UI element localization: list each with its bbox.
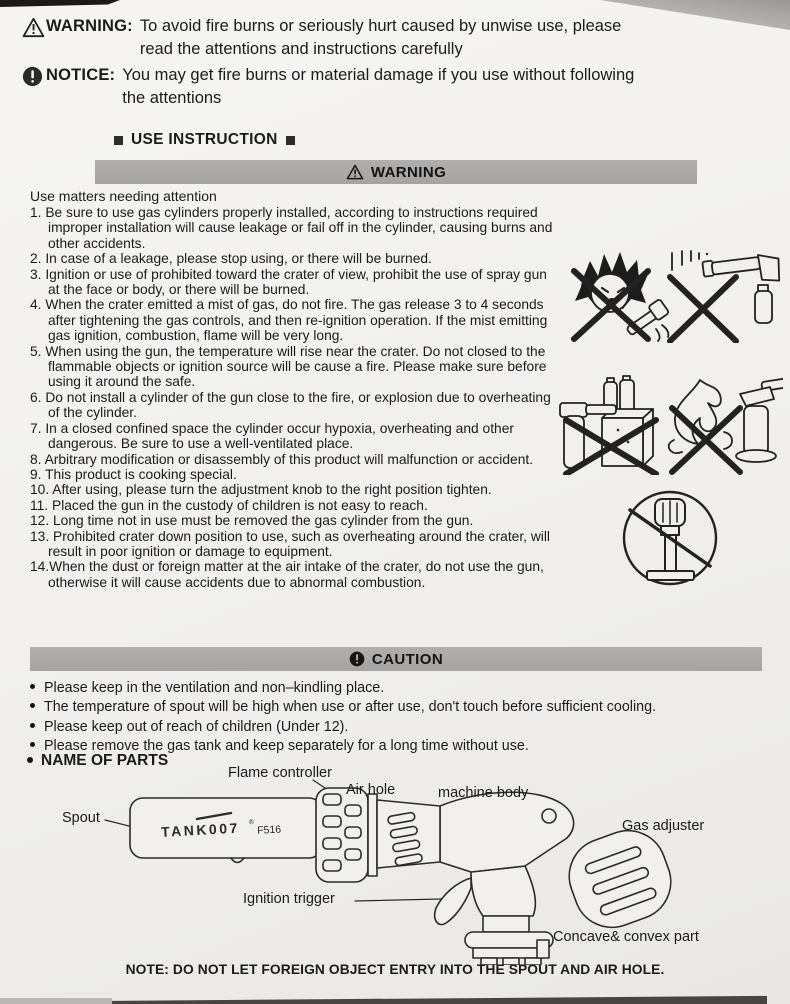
- no-ignition-on-gas-mist-icon: [658, 243, 783, 343]
- part-label-machine-body: machine body: [438, 785, 529, 801]
- warning-text: [140, 15, 774, 61]
- warning-triangle-icon: [346, 164, 364, 180]
- warning-list-item: 5. When using the gun, the temperature will rise near the crater. Do not closed to the flammable objects or ignition source will be cause a fire. Please make sure before using it around the safe.: [30, 343, 547, 390]
- part-label-flame-controller: Flame controller: [228, 765, 332, 781]
- warning-list-item: 12. Long time not in use must be removed the gas cylinder from the gun.: [30, 513, 474, 529]
- caution-list-item: Please keep out of reach of children (Under 12).: [30, 718, 765, 737]
- no-crater-down-use-icon: [615, 483, 725, 593]
- warning-list: [30, 205, 556, 590]
- brand-registered-mark: ®: [248, 818, 255, 827]
- bottom-note: NOTE: DO NOT LET FOREIGN OBJECT ENTRY INTO THE SPOUT AND AIR HOLE.: [125, 962, 665, 977]
- warning-list-item: 7. In a closed confined space the cylinder occur hypoxia, overheating and other dangerous. Be sure to use a well-ventilated place.: [30, 420, 514, 452]
- warning-list-item: 13. Prohibited crater down position to use, such as overheating around the crater, will result in poor ignition or damage to equipment.: [30, 528, 550, 559]
- notice-text-line1: You may get fire burns or material damage if you use without following: [122, 66, 635, 84]
- part-label-concave-convex: Concave& convex part: [553, 929, 699, 945]
- warning-row: [22, 15, 774, 61]
- part-label-ignition-trigger: Ignition trigger: [243, 891, 335, 907]
- notice-row: [22, 64, 774, 110]
- caution-list: [30, 679, 765, 756]
- warning-list-item: 2. In case of a leakage, please stop using, or there will be burned.: [30, 251, 432, 267]
- warning-triangle-icon: [22, 15, 46, 45]
- warning-text-line2: read the attentions and instructions carefully: [139, 40, 463, 58]
- warning-list-item: 6. Do not install a cylinder of the gun close to the fire, or explosion due to overheating of the cylinder.: [30, 389, 551, 421]
- use-instruction-title: [114, 131, 295, 149]
- caution-bar-label: CAUTION: [371, 650, 444, 668]
- square-bullet-icon: [286, 136, 295, 145]
- caution-list-item: Please remove the gas tank and keep separately for a long time without use.: [30, 737, 765, 756]
- torch-parts-diagram: [25, 765, 765, 965]
- warning-bar-label: WARNING: [370, 163, 447, 181]
- notice-text: [122, 64, 774, 110]
- warning-list-item: 1. Be sure to use gas cylinders properly installed, according to instructions required improper installation will cause leakage or fail off in the cylinder, causing burns and other accidents.: [30, 205, 553, 251]
- warning-list-item: 8. Arbitrary modification or disassembly of this product will malfunction or accident.: [30, 451, 534, 467]
- caution-section-bar: [30, 647, 762, 671]
- warning-label: WARNING:: [46, 17, 133, 35]
- brand-text: TANK007: [160, 819, 241, 840]
- warning-section-bar: [95, 160, 697, 184]
- notice-text-line2: the attentions: [122, 89, 222, 107]
- photo-edge-bottom-left: [0, 998, 112, 1004]
- notice-exclamation-icon: [349, 651, 365, 667]
- warning-list-item: 9. This product is cooking special.: [30, 466, 237, 482]
- notice-label: NOTICE:: [46, 66, 116, 84]
- no-cylinder-near-fire-icon: [658, 366, 783, 476]
- warning-intro: Use matters needing attention: [30, 188, 217, 204]
- model-text: F516: [256, 823, 282, 837]
- warning-list-item: 3. Ignition or use of prohibited toward the crater of view, prohibit the use of spray gun at the face or body, or there will be burned.: [30, 266, 547, 298]
- square-bullet-icon: [114, 136, 123, 145]
- caution-list-item: The temperature of spout will be high when use or after use, don't touch before sufficient cooling.: [30, 698, 765, 717]
- part-label-gas-adjuster: Gas adjuster: [622, 818, 705, 834]
- no-flame-toward-person-icon: [552, 243, 672, 343]
- caution-list-item: Please keep in the ventilation and non–kindling place.: [30, 679, 765, 698]
- notice-exclamation-icon: [22, 64, 46, 94]
- part-label-air-hole: Air hole: [346, 782, 396, 798]
- warning-list-item: 4. When the crater emitted a mist of gas, do not fire. The gas release 3 to 4 seconds after tightening the gas controls, and then re-ignition operation. If the mist emitting gas ignition, combustion, flame will be very long.: [30, 297, 548, 344]
- warning-list-item: 10. After using, please turn the adjustment knob to the right position tighten.: [30, 482, 492, 498]
- header-warnings: [22, 15, 774, 113]
- part-label-spout: Spout: [62, 810, 100, 826]
- parts-section-title: NAME OF PARTS: [27, 752, 168, 770]
- warning-text-line1: To avoid fire burns or seriously hurt caused by unwise use, please: [139, 17, 622, 35]
- use-instruction-text: USE INSTRUCTION: [131, 131, 278, 148]
- warning-list-item: 14.When the dust or foreign matter at the air intake of the crater, do not use the gun, otherwise it will cause accidents due to abnormal combustion.: [30, 559, 544, 590]
- warning-list-item: 11. Placed the gun in the custody of children is not easy to reach.: [30, 497, 428, 513]
